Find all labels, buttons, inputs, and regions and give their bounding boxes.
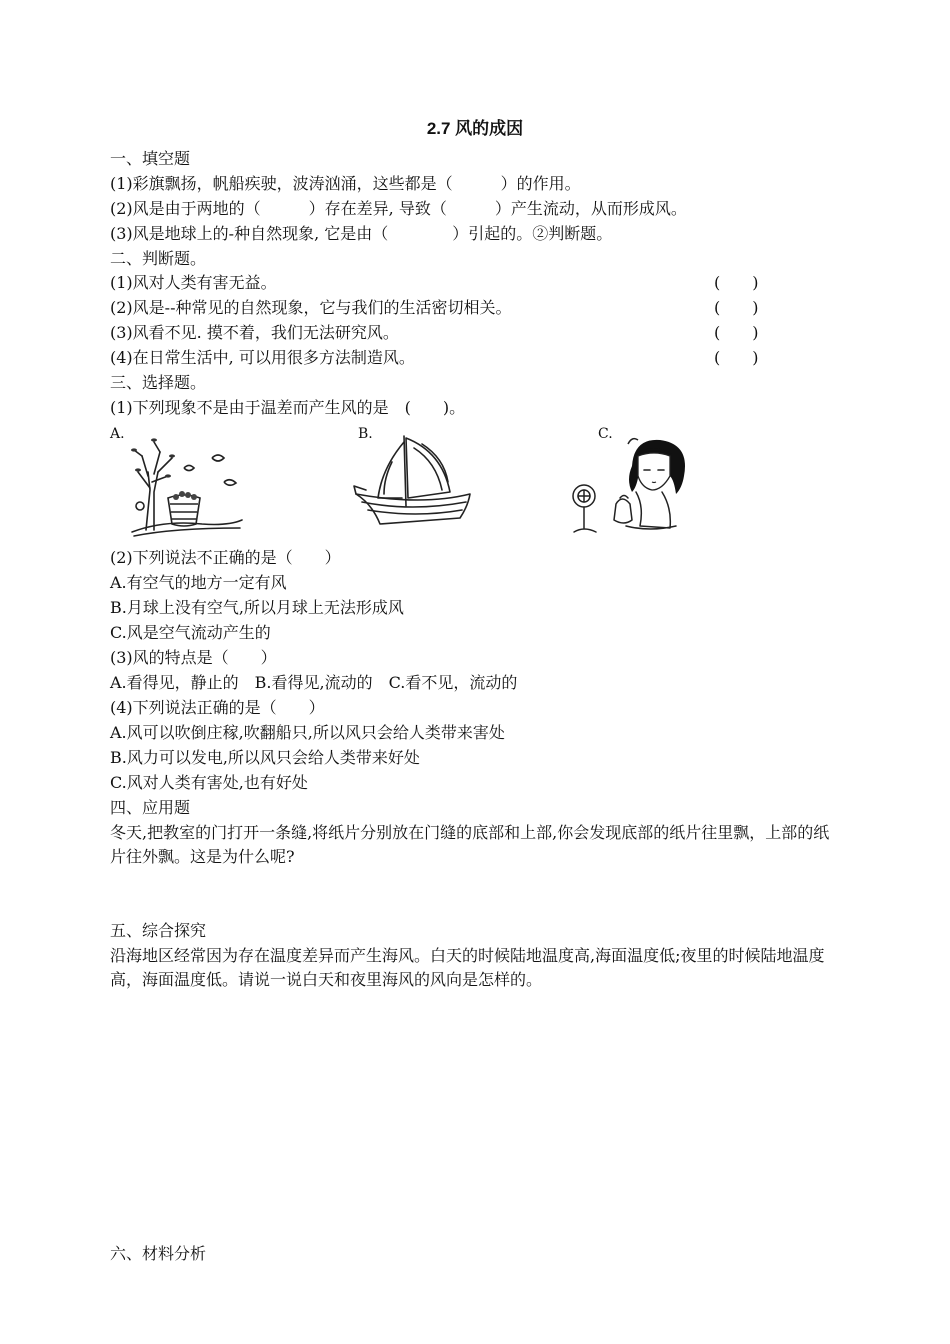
choice-question-3: (3)风的特点是（ ）: [110, 648, 277, 667]
section-4-heading: 四、应用题: [110, 798, 191, 817]
choice-question-1: (1)下列现象不是由于温差而产生风的是 ( )。: [110, 398, 466, 417]
choice-4-option-c: C.风对人类有害处,也有好处: [110, 773, 308, 792]
choice-4-option-a: A.风可以吹倒庄稼,吹翻船只,所以风只会给人类带来害处: [110, 723, 505, 742]
choice-3-options: A.看得见，静止的 B.看得见,流动的 C.看不见，流动的: [110, 673, 518, 692]
option-b-label: B.: [358, 426, 373, 442]
fill-question-1: (1)彩旗飘扬，帆船疾驶，波涛汹涌，这些都是（ ）的作用。: [110, 174, 581, 193]
judge-item-2: (2)风是--种常见的自然现象，它与我们的生活密切相关。: [110, 298, 512, 317]
sailboat-illustration: [352, 432, 474, 532]
judge-answer-bracket-2: ( ): [714, 298, 759, 317]
fill-question-2: (2)风是由于两地的（ ）存在差异, 导致（ ）产生流动，从而形成风。: [110, 199, 687, 218]
judge-answer-bracket-1: ( ): [714, 273, 759, 292]
tree-basket-illustration: [124, 432, 250, 540]
section-5-heading: 五、综合探究: [110, 921, 207, 940]
judge-item-1: (1)风对人类有害无益。: [110, 273, 277, 292]
choice-question-2: (2)下列说法不正确的是（ ）: [110, 548, 341, 567]
choice-2-option-a: A.有空气的地方一定有风: [110, 573, 287, 592]
section-6-heading: 六、材料分析: [110, 1244, 207, 1263]
fill-question-3: (3)风是地球上的-种自然现象, 它是由（ ）引起的。②判断题。: [110, 224, 613, 243]
choice-2-option-b: B.月球上没有空气,所以月球上无法形成风: [110, 598, 404, 617]
option-c-label: C.: [598, 426, 613, 442]
section-2-heading: 二、判断题。: [110, 249, 207, 268]
inquiry-question-text: 沿海地区经常因为存在温度差异而产生海风。白天的时候陆地温度高,海面温度低;夜里的时候陆地温度高，海面温度低。请说一说白天和夜里海风的风向是怎样的。: [110, 946, 825, 989]
judge-answer-bracket-4: ( ): [714, 348, 759, 367]
section-1-heading: 一、填空题: [110, 149, 191, 168]
section-3-heading: 三、选择题。: [110, 373, 207, 392]
application-question-text: 冬天,把教室的门打开一条缝,将纸片分别放在门缝的底部和上部,你会发现底部的纸片往里飘，上部的纸片往外飘。这是为什么呢?: [110, 823, 830, 866]
choice-4-option-b: B.风力可以发电,所以风只会给人类带来好处: [110, 748, 420, 767]
option-a-label: A.: [110, 426, 125, 442]
girl-and-fan-illustration: [566, 432, 692, 540]
page-title: 2.7 风的成因: [426, 119, 524, 138]
judge-item-3: (3)风看不见. 摸不着，我们无法研究风。: [110, 323, 399, 342]
choice-question-4: (4)下列说法正确的是（ ）: [110, 698, 325, 717]
judge-item-4: (4)在日常生活中, 可以用很多方法制造风。: [110, 348, 415, 367]
judge-answer-bracket-3: ( ): [714, 323, 759, 342]
choice-2-option-c: C.风是空气流动产生的: [110, 623, 271, 642]
